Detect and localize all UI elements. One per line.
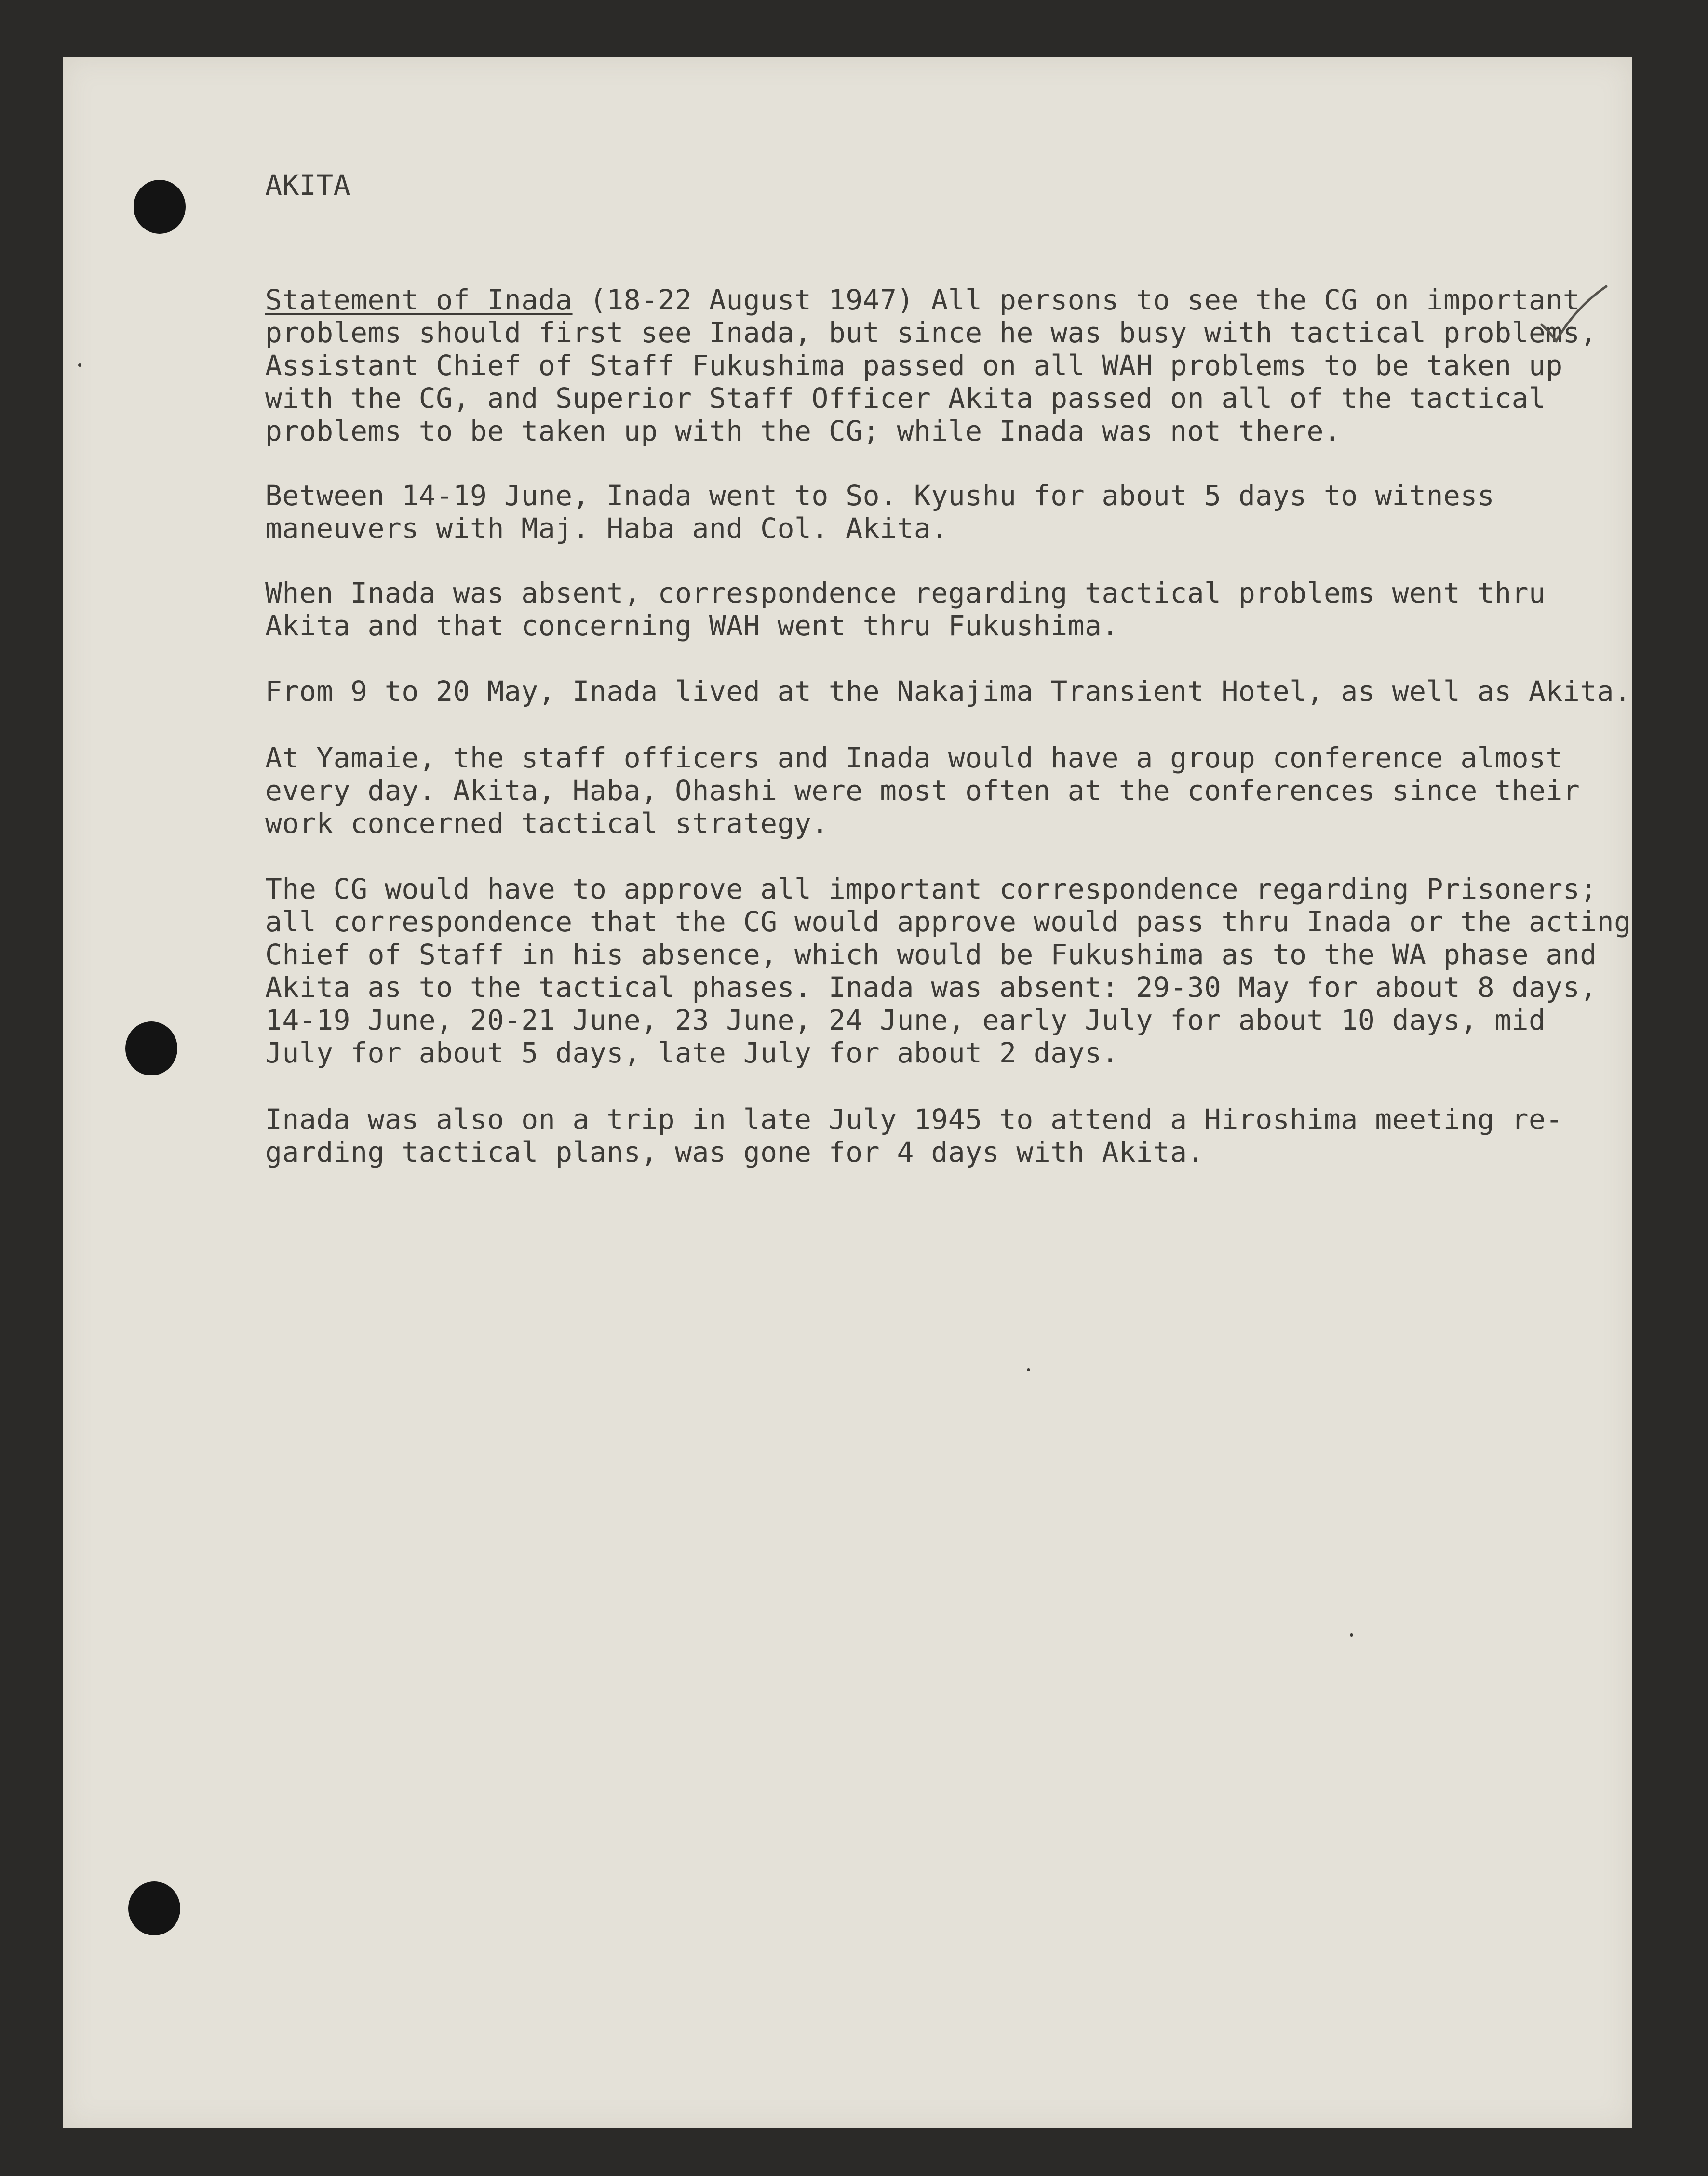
text-line: From 9 to 20 May, Inada lived at the Nakajima Transient Hotel, as well as Akita.	[265, 675, 1631, 708]
text-line: 14-19 June, 20-21 June, 23 June, 24 June, early July for about 10 days, mid	[265, 1004, 1546, 1036]
text-line: with the CG, and Superior Staff Officer Akita passed on all of the tactical	[265, 382, 1546, 415]
handwritten-checkmark-icon	[1538, 282, 1610, 345]
punch-hole	[128, 1881, 180, 1935]
text-line: Chief of Staff in his absence, which would be Fukushima as to the WA phase and	[265, 938, 1597, 971]
paragraph-approvals	[265, 873, 1631, 1069]
text-line: At Yamaie, the staff officers and Inada would have a group conference almost	[265, 741, 1563, 774]
paper-speck	[1027, 1368, 1030, 1371]
text-line: maneuvers with Maj. Haba and Col. Akita.	[265, 512, 948, 545]
text-line: Between 14-19 June, Inada went to So. Kyushu for about 5 days to witness	[265, 479, 1495, 512]
paragraph-conferences	[265, 741, 1580, 840]
document-page	[63, 57, 1632, 2128]
punch-hole	[134, 180, 186, 234]
paragraph-hiroshima-trip	[265, 1103, 1563, 1169]
document-heading: AKITA	[265, 169, 351, 201]
paragraph-absence-correspondence	[265, 577, 1546, 642]
paper-speck	[1350, 1633, 1353, 1637]
text-line: The CG would have to approve all important correspondence regarding Prisoners;	[265, 873, 1597, 905]
text-line: When Inada was absent, correspondence regarding tactical problems went thru	[265, 577, 1546, 609]
paragraph-statement	[265, 283, 1597, 447]
text-line: problems should first see Inada, but since he was busy with tactical problems,	[265, 316, 1597, 349]
text-line: garding tactical plans, was gone for 4 days with Akita.	[265, 1136, 1205, 1169]
punch-hole	[125, 1021, 177, 1075]
paragraph-kyushu-trip	[265, 479, 1494, 545]
text-line: all correspondence that the CG would approve would pass thru Inada or the acting	[265, 905, 1631, 938]
statement-title: Statement of Inada	[265, 283, 573, 316]
text-line: Akita and that concerning WAH went thru Fukushima.	[265, 609, 1119, 642]
text-line: Assistant Chief of Staff Fukushima passed on all WAH problems to be taken up	[265, 349, 1563, 382]
paragraph-hotel	[265, 675, 1631, 708]
text-line	[265, 283, 1597, 316]
text-line: July for about 5 days, late July for about 2 days.	[265, 1036, 1119, 1069]
text-line: problems to be taken up with the CG; while Inada was not there.	[265, 415, 1341, 447]
text-line: Akita as to the tactical phases. Inada was absent: 29-30 May for about 8 days,	[265, 971, 1597, 1004]
text-line: Inada was also on a trip in late July 1945 to attend a Hiroshima meeting re-	[265, 1103, 1563, 1136]
text-line: every day. Akita, Haba, Ohashi were most often at the conferences since their	[265, 774, 1580, 807]
paper-speck	[78, 363, 81, 367]
text-line: work concerned tactical strategy.	[265, 807, 829, 840]
text-line-rest: (18-22 August 1947) All persons to see the CG on important	[572, 283, 1580, 316]
